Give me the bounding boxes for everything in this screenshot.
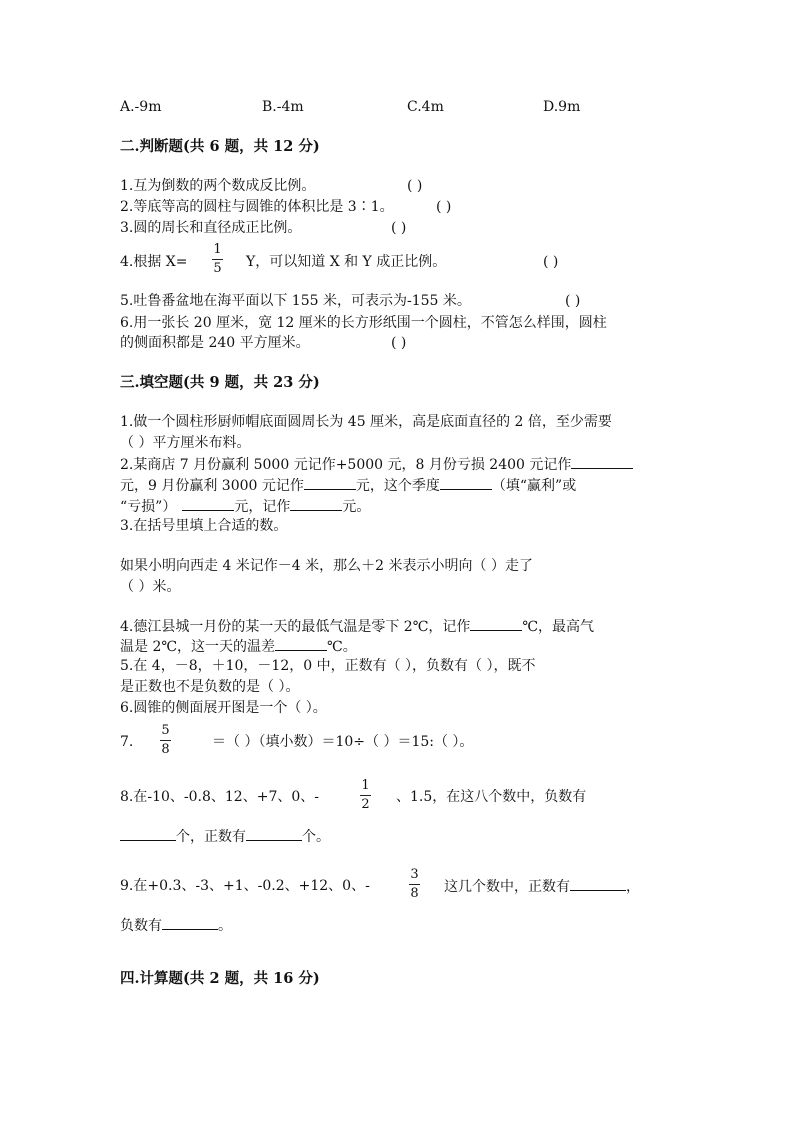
fill-q3-line3: （ ）米。 xyxy=(120,579,181,595)
answer-blank[interactable] xyxy=(571,454,633,469)
judge-q5: 5.吐鲁番盆地在海平面以下 155 米，可表示为-155 米。 xyxy=(120,293,471,309)
fraction-bar xyxy=(409,884,420,885)
fill-q6: 6.圆锥的侧面展开图是一个（ ）。 xyxy=(120,700,327,716)
fill-q4-text: 温是 2℃，这一天的温差 xyxy=(120,639,276,655)
section-title-calc: 四.计算题(共 2 题，共 16 分) xyxy=(120,970,320,987)
judge-q6-line2: 的侧面积都是 240 平方厘米。 xyxy=(120,335,310,351)
fill-q3-line1: 3.在括号里填上合适的数。 xyxy=(120,518,288,534)
fill-q4-text: ℃，最高气 xyxy=(522,619,595,635)
answer-blank[interactable] xyxy=(440,475,492,490)
judge-q1: 1.互为倒数的两个数成反比例。 xyxy=(120,178,316,194)
judge-q1-paren: ( ) xyxy=(407,178,423,194)
fraction-bar xyxy=(212,259,223,260)
option-c: C.4m xyxy=(407,99,444,115)
answer-blank[interactable] xyxy=(182,496,234,511)
fill-q7-end: ＝（ ）（填小数）＝10÷（ ）＝15:（ ）。 xyxy=(212,734,474,750)
judge-q4-paren: ( ) xyxy=(543,254,559,270)
answer-blank[interactable] xyxy=(162,915,218,930)
fill-q8-line2 xyxy=(120,826,330,847)
fraction-bar xyxy=(360,795,371,796)
fill-q7-fraction xyxy=(160,724,171,757)
fill-q4-text: 4.德江县城一月份的某一天的最低气温是零下 2℃，记作 xyxy=(120,619,471,635)
fill-q9-fraction xyxy=(409,868,420,901)
judge-q5-paren: ( ) xyxy=(565,293,581,309)
judge-q4-end: Y，可以知道 X 和 Y 成正比例。 xyxy=(246,254,447,270)
answer-blank[interactable] xyxy=(246,826,302,841)
fill-q4-line1 xyxy=(120,616,594,637)
fraction-numerator: 5 xyxy=(161,723,170,738)
fraction-denominator: 2 xyxy=(361,797,370,812)
answer-blank[interactable] xyxy=(470,616,522,631)
answer-blank[interactable] xyxy=(290,496,342,511)
fill-q2-text: “亏损”） xyxy=(120,499,177,515)
fill-q5-line1: 5.在 4，－8，＋10，－12，0 中，正数有（ ），负数有（ ），既不 xyxy=(120,658,536,674)
fraction-numerator: 1 xyxy=(213,242,222,257)
fill-q4-line2 xyxy=(120,636,357,657)
fill-q2-line2 xyxy=(120,475,576,496)
fraction-denominator: 8 xyxy=(161,742,170,757)
judge-q2-paren: ( ) xyxy=(436,199,452,215)
answer-blank[interactable] xyxy=(120,826,176,841)
fill-q9-line2 xyxy=(120,915,232,936)
fill-q9-start: 9.在+0.3、-3、+1、-0.2、+12、0、- xyxy=(120,878,370,894)
fill-q1-line2: （ ）平方厘米布料。 xyxy=(120,435,251,451)
fill-q2-text: 元，9 月份赢利 3000 元记作 xyxy=(120,478,304,494)
fill-q2-text: （填“赢利”或 xyxy=(491,478,577,494)
fraction-denominator: 5 xyxy=(213,261,222,276)
fill-q2-text: 元，这个季度 xyxy=(355,478,440,494)
fill-q8-end: 、1.5，在这八个数中，负数有 xyxy=(396,789,587,805)
judge-q3-paren: ( ) xyxy=(391,220,407,236)
judge-q2: 2.等底等高的圆柱与圆锥的体积比是 3∶1。 xyxy=(120,199,394,215)
fill-q2-line1 xyxy=(120,454,633,475)
fraction-numerator: 3 xyxy=(410,867,419,882)
fill-q7-start: 7. xyxy=(120,734,134,750)
fill-q9-text: 。 xyxy=(218,918,232,934)
answer-blank[interactable] xyxy=(304,475,356,490)
fill-q2-line3 xyxy=(120,496,370,517)
judge-q3: 3.圆的周长和直径成正比例。 xyxy=(120,220,302,236)
fill-q2-text: 元，记作 xyxy=(234,499,291,515)
fill-q2-text: 2.某商店 7 月份赢利 5000 元记作+5000 元，8 月份亏损 2400 元记作 xyxy=(120,457,572,473)
option-a: A.-9m xyxy=(120,99,162,115)
section-title-fill: 三.填空题(共 9 题，共 23 分) xyxy=(120,374,320,391)
fill-q9-end xyxy=(444,876,640,897)
judge-q4-start: 4.根据 X= xyxy=(120,254,188,270)
judge-q6-paren: ( ) xyxy=(391,335,407,351)
fill-q4-text: ℃。 xyxy=(327,639,357,655)
answer-blank[interactable] xyxy=(275,636,327,651)
fill-q9-text: 负数有 xyxy=(120,918,162,934)
section-title-judgement: 二.判断题(共 6 题，共 12 分) xyxy=(120,138,320,155)
fill-q8-fraction xyxy=(360,779,371,812)
fill-q8-text: 个，正数有 xyxy=(176,829,246,845)
judge-q4-fraction xyxy=(212,243,223,276)
option-d: D.9m xyxy=(543,99,581,115)
fill-q9-text: ， xyxy=(626,879,640,895)
answer-blank[interactable] xyxy=(570,876,626,891)
fraction-bar xyxy=(160,740,171,741)
judge-q6-line1: 6.用一张长 20 厘米，宽 12 厘米的长方形纸围一个圆柱，不管怎么样围，圆柱 xyxy=(120,315,607,331)
option-b: B.-4m xyxy=(262,99,304,115)
fill-q9-text: 这几个数中，正数有 xyxy=(444,879,570,895)
fill-q8-text: 个。 xyxy=(302,829,330,845)
fraction-denominator: 8 xyxy=(410,886,419,901)
fraction-numerator: 1 xyxy=(361,778,370,793)
fill-q5-line2: 是正数也不是负数的是（ ）。 xyxy=(120,679,300,695)
fill-q3-line2: 如果小明向西走 4 米记作－4 米，那么＋2 米表示小明向（ ）走了 xyxy=(120,558,533,574)
fill-q1-line1: 1.做一个圆柱形厨师帽底面圆周长为 45 厘米，高是底面直径的 2 倍，至少需要 xyxy=(120,414,612,430)
fill-q8-start: 8.在-10、-0.8、12、+7、0、- xyxy=(120,789,319,805)
fill-q2-text: 元。 xyxy=(342,499,371,515)
